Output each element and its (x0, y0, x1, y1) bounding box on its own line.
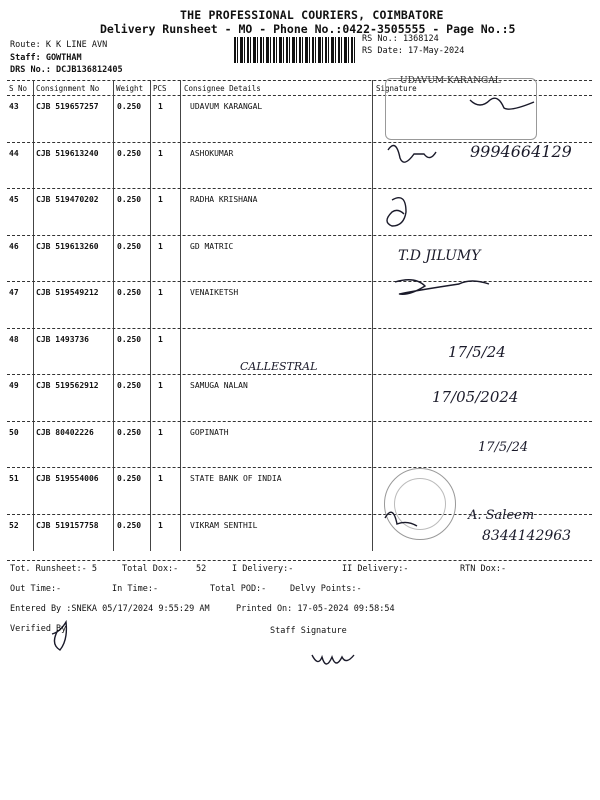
row-sno: 46 (9, 241, 19, 251)
row-consignment-no: CJB 519657257 (36, 102, 99, 111)
col-header-consignee: Consignee Details (184, 84, 261, 93)
row-consignee: UDAVUM KARANGAL (190, 102, 263, 111)
row-sno: 44 (9, 148, 19, 158)
stamp-text: UDAVUM KARANGAL (400, 76, 501, 86)
staff-signature-scribble (312, 655, 354, 664)
total-dox-label: Total Dox:- (122, 564, 179, 574)
row-weight: 0.250 (117, 288, 142, 297)
printed-on: Printed On: 17-05-2024 09:58:54 (236, 604, 395, 614)
handwritten-name-46: T.D JILUMY (398, 248, 481, 264)
rtn-dox: RTN Dox:- (460, 564, 507, 574)
tot-runsheet: Tot. Runsheet:- 5 (10, 564, 97, 574)
handwritten-phone-52: 8344142963 (482, 528, 572, 544)
row-weight: 0.250 (117, 381, 142, 390)
row-sno: 45 (9, 195, 19, 204)
handwritten-note-48: CALLESTRAL (240, 360, 318, 373)
ii-delivery: II Delivery:- (342, 564, 409, 574)
row-weight: 0.250 (117, 520, 142, 530)
row-sno: 47 (9, 288, 19, 297)
row-consignment-no: CJB 519470202 (36, 195, 99, 204)
i-delivery: I Delivery:- (232, 564, 294, 574)
row-pcs: 1 (158, 148, 163, 158)
signature-51 (385, 512, 417, 526)
row-consignee: VENAIKETSH (190, 288, 239, 297)
row-pcs: 1 (158, 241, 163, 251)
row-weight: 0.250 (117, 148, 142, 158)
row-sno: 50 (9, 427, 19, 437)
row-pcs: 1 (158, 334, 163, 344)
row-pcs: 1 (158, 520, 163, 530)
total-pod: Total POD:- (210, 584, 267, 594)
row-weight: 0.250 (117, 241, 142, 251)
row-consignee: STATE BANK OF INDIA (190, 474, 282, 483)
route: Route: K K LINE AVN (10, 40, 108, 50)
row-consignment-no: CJB 1493736 (36, 334, 89, 344)
row-consignment-no: CJB 519554006 (36, 474, 99, 483)
row-consignee: RADHA KRISHANA (190, 195, 258, 204)
row-sno: 43 (9, 102, 19, 111)
in-time: In Time:- (112, 584, 159, 594)
row-consignment-no: CJB 519157758 (36, 520, 99, 530)
handwritten-date-50: 17/5/24 (478, 440, 529, 455)
handwritten-date-49: 17/05/2024 (432, 388, 519, 406)
row-sno: 49 (9, 381, 19, 390)
row-consignment-no: CJB 519549212 (36, 288, 99, 297)
col-header-consignment: Consignment No (36, 84, 100, 93)
signature-44 (388, 146, 436, 163)
col-header-sno: S No (9, 84, 28, 93)
out-time: Out Time:- (10, 584, 62, 594)
row-pcs: 1 (158, 474, 163, 483)
signature-47 (395, 280, 489, 295)
row-sno: 48 (9, 334, 19, 344)
row-sno: 52 (9, 520, 19, 530)
row-consignee: ASHOKUMAR (190, 148, 234, 158)
row-consignee: SAMUGA NALAN (190, 381, 248, 390)
row-weight: 0.250 (117, 474, 142, 483)
rs-date: RS Date: 17-May-2024 (362, 46, 465, 56)
rs-number: RS No.: 1368124 (362, 34, 439, 44)
row-weight: 0.250 (117, 334, 142, 344)
delvy-points: Delvy Points:- (290, 584, 362, 594)
row-consignment-no: CJB 519613260 (36, 241, 99, 251)
row-weight: 0.250 (117, 427, 142, 437)
row-pcs: 1 (158, 381, 163, 390)
total-dox-value: 52 (196, 564, 207, 574)
col-header-signature: Signature (376, 84, 417, 93)
row-consignment-no: CJB 519613240 (36, 148, 99, 158)
col-header-weight: Weight (116, 84, 144, 93)
staff: Staff: GOWTHAM (10, 53, 82, 63)
row-pcs: 1 (158, 427, 163, 437)
row-sno: 51 (9, 474, 19, 483)
col-header-pcs: PCS (153, 84, 167, 93)
signature-43 (470, 98, 534, 109)
row-consignee: GD MATRIC (190, 241, 234, 251)
row-pcs: 1 (158, 195, 163, 204)
row-consignee: VIKRAM SENTHIL (190, 520, 258, 530)
company-title: THE PROFESSIONAL COURIERS, COIMBATORE (180, 8, 444, 22)
drs-number: DRS No.: DCJB136812405 (10, 65, 123, 75)
row-consignment-no: CJB 519562912 (36, 381, 99, 390)
handwritten-phone-44: 9994664129 (470, 142, 572, 161)
staff-signature-label: Staff Signature (270, 626, 347, 636)
entered-by: Entered By :SNEKA 05/17/2024 9:55:29 AM (10, 604, 210, 614)
handwritten-name-52: A. Saleem (468, 508, 535, 523)
row-weight: 0.250 (117, 195, 142, 204)
signature-45 (387, 198, 406, 226)
row-consignee: GOPINATH (190, 427, 229, 437)
row-consignment-no: CJB 80402226 (36, 427, 94, 437)
row-weight: 0.250 (117, 102, 142, 111)
runsheet-subtitle: Delivery Runsheet - MO - Phone No.:0422-3505555 - Page No.:5 (100, 22, 516, 36)
row-pcs: 1 (158, 288, 163, 297)
row-pcs: 1 (158, 102, 163, 111)
handwritten-date-48: 17/5/24 (448, 343, 506, 361)
verified-by: Verified By (10, 624, 67, 634)
